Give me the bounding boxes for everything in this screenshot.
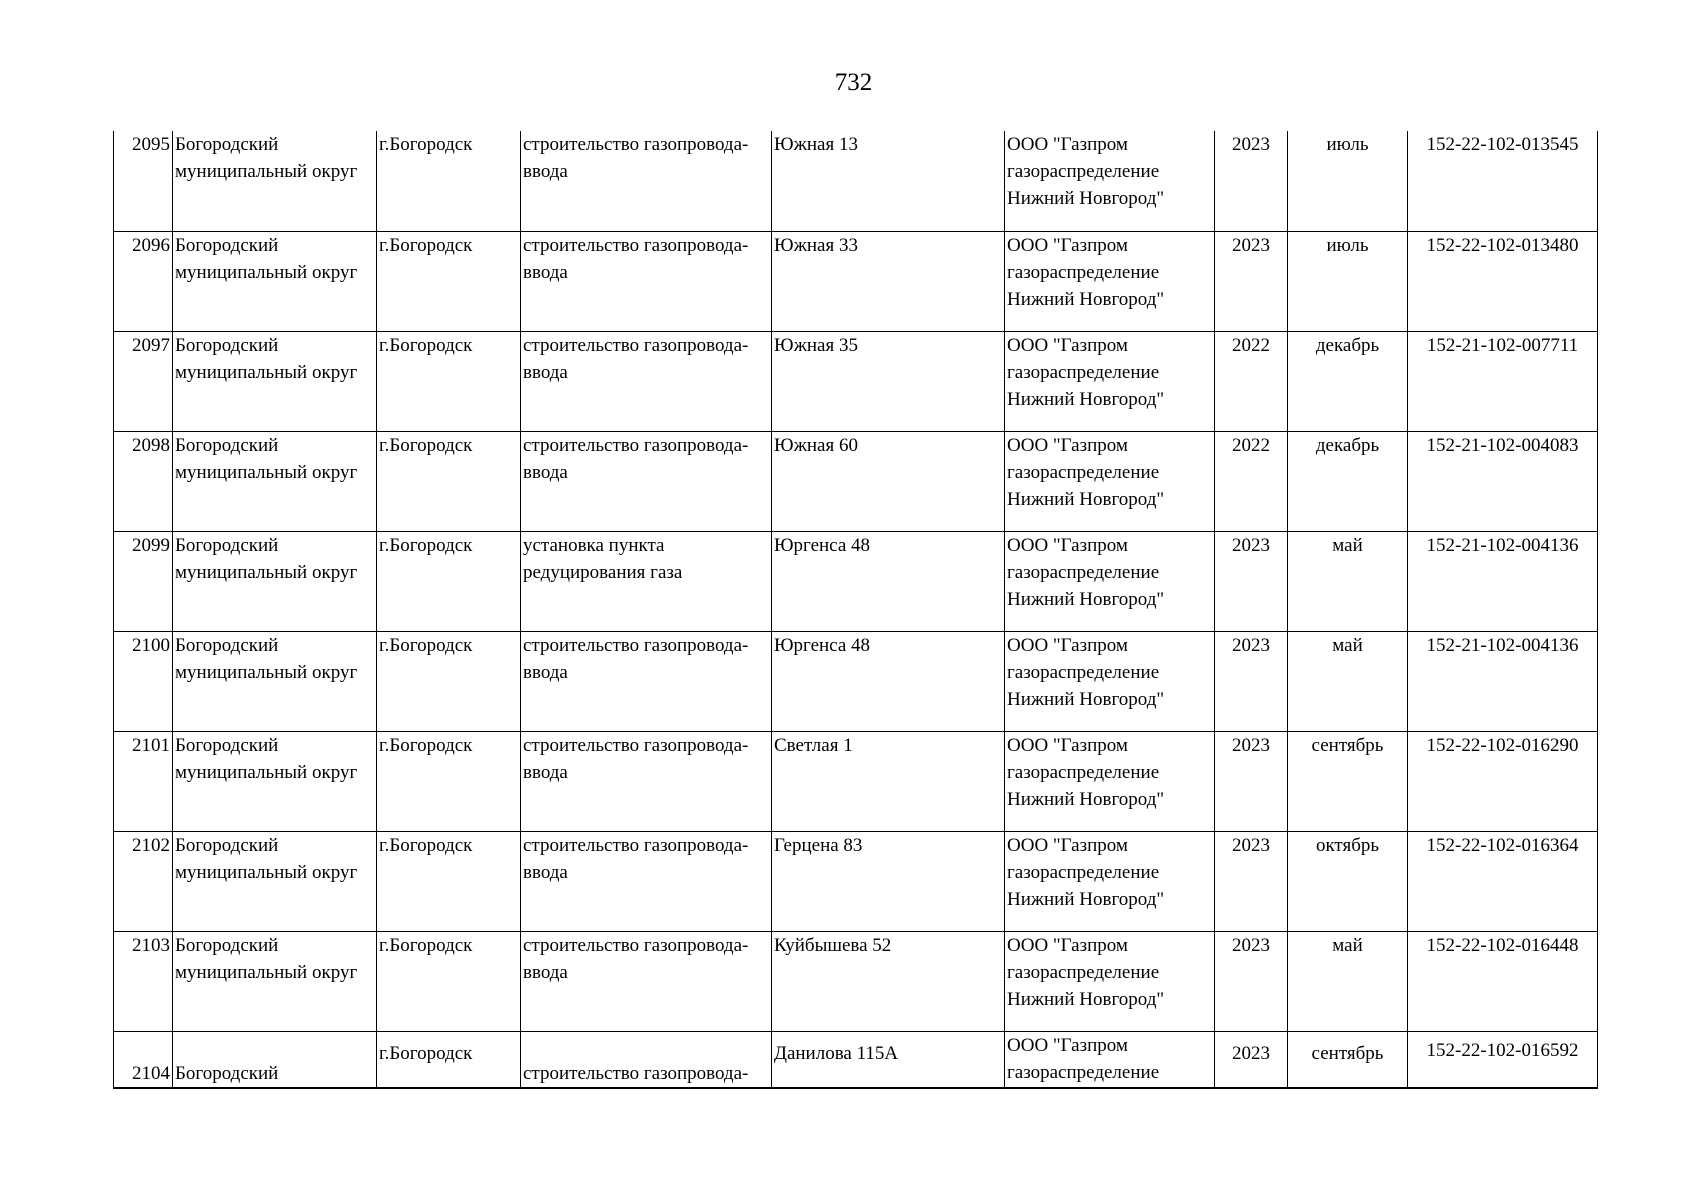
organization-cell-line: ООО "Газпром bbox=[1007, 1034, 1128, 1056]
district-cell bbox=[173, 331, 377, 431]
work-type-cell-line: строительство газопровода- bbox=[523, 1062, 749, 1084]
organization-cell-line: Нижний Новгород" bbox=[1007, 888, 1165, 910]
row-number: 2102 bbox=[114, 831, 173, 931]
year-cell: 2023 bbox=[1215, 131, 1288, 231]
registration-code-cell: 152-21-102-004136 bbox=[1408, 531, 1598, 631]
district-cell bbox=[173, 531, 377, 631]
month-cell: июль bbox=[1288, 231, 1408, 331]
organization-cell-line: Нижний Новгород" bbox=[1007, 788, 1165, 810]
organization-cell-line: Нижний Новгород" bbox=[1007, 188, 1165, 209]
registration-code-cell: 152-22-102-016290 bbox=[1408, 731, 1598, 831]
city-cell: г.Богородск bbox=[377, 531, 521, 631]
register-table bbox=[113, 131, 1598, 1089]
organization-cell bbox=[1005, 231, 1215, 331]
month-cell: май bbox=[1288, 931, 1408, 1031]
row-number: 2104 bbox=[114, 1031, 173, 1088]
organization-cell-line: газораспределение bbox=[1007, 961, 1160, 983]
district-cell bbox=[173, 831, 377, 931]
month-cell: октябрь bbox=[1288, 831, 1408, 931]
organization-cell-line: газораспределение bbox=[1007, 1061, 1160, 1083]
work-type-cell-line: ввода bbox=[523, 461, 568, 483]
work-type-cell-line: строительство газопровода- bbox=[523, 934, 749, 956]
work-type-cell-line: строительство газопровода- bbox=[523, 734, 749, 756]
address-cell: Герцена 83 bbox=[772, 831, 1005, 931]
district-cell-line: Богородский bbox=[175, 434, 279, 456]
row-number: 2101 bbox=[114, 731, 173, 831]
district-cell-line: муниципальный округ bbox=[175, 961, 358, 983]
city-cell: г.Богородск bbox=[377, 931, 521, 1031]
district-cell bbox=[173, 431, 377, 531]
registration-code-cell: 152-22-102-013545 bbox=[1408, 131, 1598, 231]
work-type-cell bbox=[521, 431, 772, 531]
table-row bbox=[114, 531, 1598, 631]
organization-cell-line: Нижний Новгород" bbox=[1007, 388, 1165, 410]
district-cell bbox=[173, 931, 377, 1031]
year-cell: 2023 bbox=[1215, 931, 1288, 1031]
organization-cell-line: газораспределение bbox=[1007, 261, 1160, 283]
registration-code-cell: 152-22-102-016448 bbox=[1408, 931, 1598, 1031]
address-cell: Южная 60 bbox=[772, 431, 1005, 531]
registration-code-cell: 152-21-102-004136 bbox=[1408, 631, 1598, 731]
row-number: 2103 bbox=[114, 931, 173, 1031]
organization-cell-line: ООО "Газпром bbox=[1007, 834, 1128, 856]
organization-cell bbox=[1005, 131, 1215, 231]
city-cell: г.Богородск bbox=[377, 731, 521, 831]
organization-cell-line: газораспределение bbox=[1007, 861, 1160, 883]
year-cell: 2023 bbox=[1215, 631, 1288, 731]
work-type-cell-line: строительство газопровода- bbox=[523, 434, 749, 456]
address-cell: Юргенса 48 bbox=[772, 631, 1005, 731]
year-cell: 2023 bbox=[1215, 231, 1288, 331]
district-cell-line: Богородский bbox=[175, 1062, 279, 1084]
registration-code-cell: 152-22-102-013480 bbox=[1408, 231, 1598, 331]
district-cell-line: муниципальный округ bbox=[175, 861, 358, 883]
year-cell: 2022 bbox=[1215, 331, 1288, 431]
address-cell: Куйбышева 52 bbox=[772, 931, 1005, 1031]
month-cell: май bbox=[1288, 531, 1408, 631]
work-type-cell bbox=[521, 531, 772, 631]
work-type-cell-line: редуцирования газа bbox=[523, 561, 683, 583]
district-cell bbox=[173, 131, 377, 231]
table-row bbox=[114, 131, 1598, 231]
organization-cell-line: ООО "Газпром bbox=[1007, 434, 1128, 456]
row-number: 2099 bbox=[114, 531, 173, 631]
year-cell: 2023 bbox=[1215, 531, 1288, 631]
organization-cell-line: газораспределение bbox=[1007, 661, 1160, 683]
work-type-cell-line: ввода bbox=[523, 761, 568, 783]
table-row bbox=[114, 831, 1598, 931]
district-cell bbox=[173, 731, 377, 831]
work-type-cell-line: строительство газопровода- bbox=[523, 634, 749, 656]
month-cell: сентябрь bbox=[1288, 1031, 1408, 1088]
city-cell: г.Богородск bbox=[377, 131, 521, 231]
registration-code-cell: 152-21-102-007711 bbox=[1408, 331, 1598, 431]
work-type-cell-line: ввода bbox=[523, 661, 568, 683]
organization-cell-line: газораспределение bbox=[1007, 361, 1160, 383]
month-cell: декабрь bbox=[1288, 331, 1408, 431]
organization-cell bbox=[1005, 831, 1215, 931]
address-cell: Южная 33 bbox=[772, 231, 1005, 331]
organization-cell-line: Нижний Новгород" bbox=[1007, 988, 1165, 1010]
work-type-cell-line: ввода bbox=[523, 861, 568, 883]
district-cell-line: муниципальный округ bbox=[175, 661, 358, 683]
organization-cell-line: газораспределение bbox=[1007, 561, 1160, 583]
address-cell: Южная 35 bbox=[772, 331, 1005, 431]
organization-cell-line: ООО "Газпром bbox=[1007, 534, 1128, 556]
row-number: 2100 bbox=[114, 631, 173, 731]
district-cell-line: Богородский bbox=[175, 834, 279, 856]
city-cell: г.Богородск bbox=[377, 431, 521, 531]
organization-cell-line: газораспределение bbox=[1007, 161, 1160, 182]
work-type-cell bbox=[521, 331, 772, 431]
row-number: 2098 bbox=[114, 431, 173, 531]
organization-cell-line: Нижний Новгород" bbox=[1007, 288, 1165, 310]
work-type-cell bbox=[521, 1031, 772, 1088]
district-cell bbox=[173, 1031, 377, 1088]
organization-cell-line: ООО "Газпром bbox=[1007, 734, 1128, 756]
month-cell: май bbox=[1288, 631, 1408, 731]
city-cell: г.Богородск bbox=[377, 331, 521, 431]
work-type-cell bbox=[521, 631, 772, 731]
organization-cell-line: газораспределение bbox=[1007, 461, 1160, 483]
address-cell: Светлая 1 bbox=[772, 731, 1005, 831]
organization-cell-line: ООО "Газпром bbox=[1007, 134, 1128, 155]
organization-cell bbox=[1005, 531, 1215, 631]
registration-code-cell: 152-21-102-004083 bbox=[1408, 431, 1598, 531]
table-row bbox=[114, 331, 1598, 431]
work-type-cell-line: ввода bbox=[523, 961, 568, 983]
organization-cell-line: газораспределение bbox=[1007, 761, 1160, 783]
registration-code-cell: 152-22-102-016364 bbox=[1408, 831, 1598, 931]
work-type-cell-line: строительство газопровода- bbox=[523, 334, 749, 356]
month-cell: июль bbox=[1288, 131, 1408, 231]
year-cell: 2023 bbox=[1215, 731, 1288, 831]
registration-code-cell: 152-22-102-016592 bbox=[1408, 1031, 1598, 1088]
address-cell: Южная 13 bbox=[772, 131, 1005, 231]
address-cell: Юргенса 48 bbox=[772, 531, 1005, 631]
district-cell-line: Богородский bbox=[175, 234, 279, 256]
table-row bbox=[114, 231, 1598, 331]
city-cell: г.Богородск bbox=[377, 631, 521, 731]
work-type-cell-line: строительство газопровода- bbox=[523, 234, 749, 256]
organization-cell-line: ООО "Газпром bbox=[1007, 334, 1128, 356]
page-number: 732 bbox=[834, 69, 873, 96]
month-cell: сентябрь bbox=[1288, 731, 1408, 831]
organization-cell bbox=[1005, 331, 1215, 431]
year-cell: 2022 bbox=[1215, 431, 1288, 531]
district-cell bbox=[173, 631, 377, 731]
organization-cell-line: Нижний Новгород" bbox=[1007, 688, 1165, 710]
year-cell: 2023 bbox=[1215, 831, 1288, 931]
row-number: 2095 bbox=[114, 131, 173, 231]
organization-cell bbox=[1005, 931, 1215, 1031]
table-row bbox=[114, 731, 1598, 831]
work-type-cell bbox=[521, 731, 772, 831]
table-row bbox=[114, 931, 1598, 1031]
district-cell-line: муниципальный округ bbox=[175, 261, 358, 283]
address-cell: Данилова 115А bbox=[772, 1031, 1005, 1088]
work-type-cell bbox=[521, 831, 772, 931]
work-type-cell-line: установка пункта bbox=[523, 534, 665, 556]
district-cell-line: муниципальный округ bbox=[175, 161, 358, 182]
year-cell: 2023 bbox=[1215, 1031, 1288, 1088]
district-cell-line: Богородский bbox=[175, 634, 279, 656]
work-type-cell-line: строительство газопровода- bbox=[523, 834, 749, 856]
district-cell bbox=[173, 231, 377, 331]
district-cell-line: муниципальный округ bbox=[175, 461, 358, 483]
organization-cell bbox=[1005, 631, 1215, 731]
table-row bbox=[114, 431, 1598, 531]
district-cell-line: Богородский bbox=[175, 934, 279, 956]
organization-cell bbox=[1005, 1031, 1215, 1088]
organization-cell-line: Нижний Новгород" bbox=[1007, 488, 1165, 510]
organization-cell-line: Нижний Новгород" bbox=[1007, 588, 1165, 610]
district-cell-line: муниципальный округ bbox=[175, 361, 358, 383]
district-cell-line: Богородский bbox=[175, 534, 279, 556]
district-cell-line: Богородский bbox=[175, 734, 279, 756]
city-cell: г.Богородск bbox=[377, 1031, 521, 1088]
work-type-cell-line: ввода bbox=[523, 361, 568, 383]
organization-cell-line: ООО "Газпром bbox=[1007, 934, 1128, 956]
work-type-cell-line: ввода bbox=[523, 261, 568, 283]
organization-cell-line: ООО "Газпром bbox=[1007, 634, 1128, 656]
district-cell-line: Богородский bbox=[175, 134, 279, 155]
organization-cell bbox=[1005, 431, 1215, 531]
table-row bbox=[114, 631, 1598, 731]
city-cell: г.Богородск bbox=[377, 231, 521, 331]
table-row bbox=[114, 1031, 1598, 1088]
district-cell-line: муниципальный округ bbox=[175, 561, 358, 583]
organization-cell bbox=[1005, 731, 1215, 831]
organization-cell-line: ООО "Газпром bbox=[1007, 234, 1128, 256]
district-cell-line: Богородский bbox=[175, 334, 279, 356]
work-type-cell bbox=[521, 131, 772, 231]
city-cell: г.Богородск bbox=[377, 831, 521, 931]
work-type-cell-line: ввода bbox=[523, 161, 568, 182]
work-type-cell-line: строительство газопровода- bbox=[523, 134, 749, 155]
work-type-cell bbox=[521, 231, 772, 331]
district-cell-line: муниципальный округ bbox=[175, 761, 358, 783]
row-number: 2096 bbox=[114, 231, 173, 331]
month-cell: декабрь bbox=[1288, 431, 1408, 531]
row-number: 2097 bbox=[114, 331, 173, 431]
table-body bbox=[114, 131, 1598, 1088]
work-type-cell bbox=[521, 931, 772, 1031]
